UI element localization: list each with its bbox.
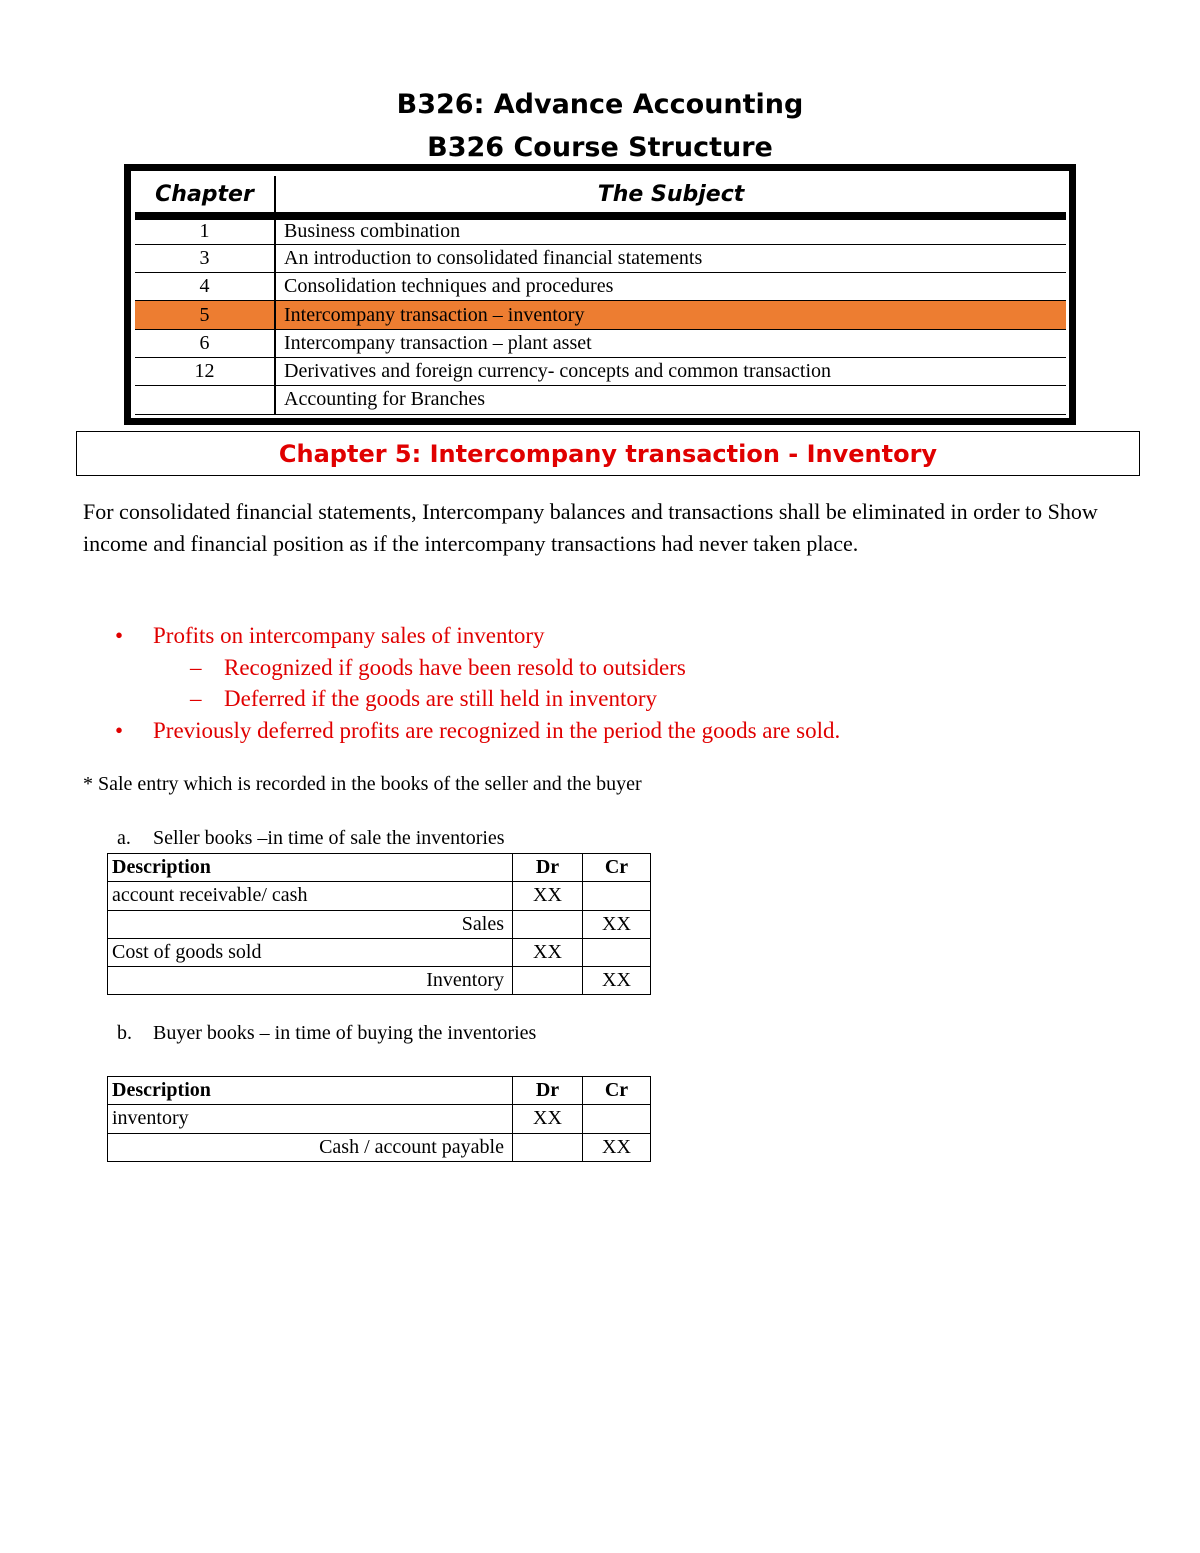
course-chapter-cell: 3 — [135, 244, 275, 272]
dr-cell — [513, 910, 583, 938]
course-subject-cell: Accounting for Branches — [275, 386, 1066, 414]
list-item-text: Deferred if the goods are still held in inventory — [224, 686, 658, 711]
seller-caption-text: Seller books –in time of sale the inventories — [153, 827, 505, 849]
table-row — [108, 882, 651, 910]
course-chapter-cell — [135, 386, 275, 414]
intro-paragraph: For consolidated financial statements, Intercompany balances and transactions shall be eliminated in order to Show income and financial position as if the intercompany transactions had never taken place. — [83, 499, 1098, 556]
cr-cell: XX — [583, 910, 651, 938]
list-subitem — [115, 683, 840, 715]
journal-header-row — [108, 1077, 651, 1105]
description-cell: Inventory — [108, 967, 513, 995]
dr-cell: XX — [513, 1105, 583, 1133]
list-item — [115, 715, 840, 747]
chapter-column-header: Chapter — [135, 176, 275, 216]
buyer-caption — [117, 1022, 536, 1045]
description-header: Description — [108, 1077, 513, 1105]
dr-header: Dr — [513, 1077, 583, 1105]
sale-entry-note: * Sale entry which is recorded in the books of the seller and the buyer — [83, 773, 642, 795]
course-subject-cell: An introduction to consolidated financial statements — [275, 244, 1066, 272]
list-item — [115, 620, 840, 652]
course-row — [135, 329, 1066, 357]
cr-header: Cr — [583, 854, 651, 882]
course-row — [135, 216, 1066, 244]
dr-cell — [513, 967, 583, 995]
journal-header-row — [108, 854, 651, 882]
course-row — [135, 273, 1066, 301]
seller-journal-table — [107, 853, 651, 995]
course-table-header-row — [135, 176, 1066, 216]
key-points-list — [115, 620, 840, 746]
course-row — [135, 244, 1066, 272]
course-chapter-cell: 12 — [135, 357, 275, 385]
document-subtitle: B326 Course Structure — [427, 132, 773, 163]
list-item-text: Recognized if goods have been resold to outsiders — [224, 654, 686, 680]
description-cell: account receivable/ cash — [108, 882, 513, 910]
course-chapter-cell: 1 — [135, 216, 275, 244]
list-item-text: Profits on intercompany sales of inventory — [153, 623, 545, 648]
table-row — [108, 1133, 651, 1161]
bullet-icon: • — [115, 717, 124, 743]
cr-cell: XX — [583, 1133, 651, 1161]
description-cell: Cost of goods sold — [108, 938, 513, 966]
description-header: Description — [108, 854, 513, 882]
course-subject-cell: Business combination — [275, 216, 1066, 244]
table-row — [108, 967, 651, 995]
course-subject-cell: Derivatives and foreign currency- concepts and common transaction — [275, 357, 1066, 385]
description-cell: Sales — [108, 910, 513, 938]
dr-cell: XX — [513, 882, 583, 910]
course-row-highlighted — [135, 301, 1066, 329]
buyer-caption-text: Buyer books – in time of buying the inventories — [153, 1022, 537, 1044]
course-chapter-cell: 6 — [135, 329, 275, 357]
dr-cell: XX — [513, 938, 583, 966]
subject-column-header: The Subject — [275, 176, 1066, 216]
course-subject-cell: Intercompany transaction – plant asset — [275, 329, 1066, 357]
cr-cell — [583, 882, 651, 910]
dash-icon: – — [190, 654, 202, 680]
document-title: B326: Advance Accounting — [396, 89, 804, 120]
seller-caption — [117, 827, 505, 850]
dr-cell — [513, 1133, 583, 1161]
cr-header: Cr — [583, 1077, 651, 1105]
buyer-caption-label: b. — [117, 1022, 132, 1044]
table-row — [108, 910, 651, 938]
course-row — [135, 357, 1066, 385]
course-structure-box — [124, 164, 1076, 425]
cr-cell: XX — [583, 967, 651, 995]
table-row — [108, 938, 651, 966]
table-row — [108, 1105, 651, 1133]
course-chapter-cell: 4 — [135, 273, 275, 301]
list-item-text: Previously deferred profits are recognized in the period the goods are sold. — [153, 717, 841, 743]
seller-caption-label: a. — [117, 827, 131, 849]
cr-cell — [583, 1105, 651, 1133]
course-subject-cell: Intercompany transaction – inventory — [275, 301, 1066, 329]
list-subitem — [115, 652, 840, 684]
dash-icon: – — [190, 686, 202, 711]
dr-header: Dr — [513, 854, 583, 882]
cr-cell — [583, 938, 651, 966]
course-subject-cell: Consolidation techniques and procedures — [275, 273, 1066, 301]
description-cell: inventory — [108, 1105, 513, 1133]
course-chapter-cell: 5 — [135, 301, 275, 329]
course-structure-table — [135, 176, 1066, 415]
description-cell: Cash / account payable — [108, 1133, 513, 1161]
buyer-journal-table — [107, 1076, 651, 1162]
bullet-icon: • — [115, 623, 124, 648]
chapter-heading: Chapter 5: Intercompany transaction - Inventory — [76, 431, 1140, 476]
course-row — [135, 386, 1066, 414]
